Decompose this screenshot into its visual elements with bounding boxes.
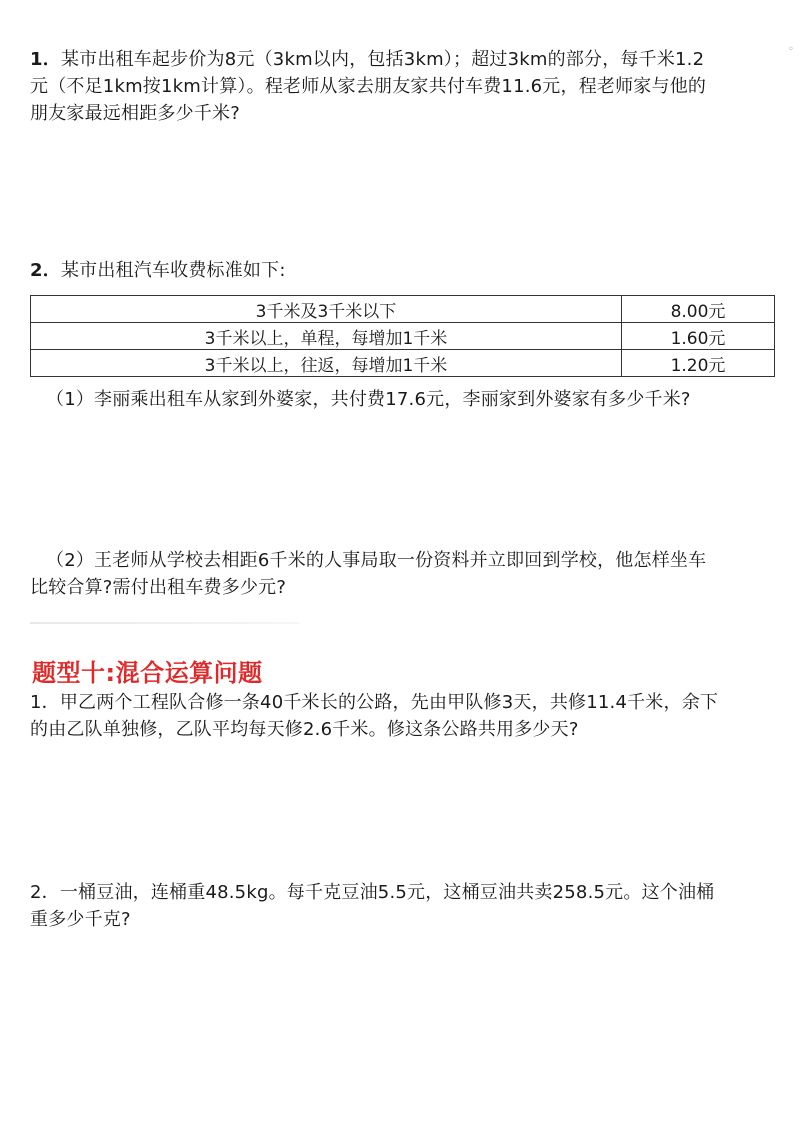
question-2-part-1-text: （1）李丽乘出租车从家到外婆家，共付费17.6元，李丽家到外婆家有多少千米? (46, 389, 691, 410)
question-3-line-2: 的由乙队单独修，乙队平均每天修2.6千米。修这条公路共用多少天? (30, 719, 579, 740)
question-4-text-1: 一桶豆油，连桶重48.5kg。每千克豆油5.5元，这桶豆油共卖258.5元。这个油桶 (59, 882, 715, 903)
question-3 (30, 689, 750, 743)
question-1-line-3: 朋友家最远相距多少千米? (30, 103, 240, 124)
table-row (31, 323, 775, 350)
fare-price-cell: 1.20元 (622, 350, 775, 377)
question-2 (30, 257, 750, 284)
question-1-line-2: 元（不足1km按1km计算）。程老师从家去朋友家共付车费11.6元，程老师家与他的 (30, 76, 707, 97)
fare-price-cell: 1.60元 (622, 323, 775, 350)
fare-desc-cell: 3千米以上，往返，每增加1千米 (31, 350, 622, 377)
question-3-number: 1． (30, 692, 60, 713)
question-3-text-1: 甲乙两个工程队合修一条40千米长的公路，先由甲队修3天，共修11.4千米，余下 (59, 692, 719, 713)
faint-divider (30, 622, 300, 624)
question-2-number: 2． (30, 260, 61, 281)
fare-desc-cell: 3千米及3千米以下 (31, 296, 622, 323)
fare-price-cell: 8.00元 (622, 296, 775, 323)
question-1-number: 1． (30, 49, 61, 70)
fare-desc-cell: 3千米以上，单程，每增加1千米 (31, 323, 622, 350)
question-1-line-1 (30, 46, 750, 73)
question-2-intro-text: 某市出租汽车收费标准如下: (60, 260, 286, 281)
question-1-text-1: 某市出租车起步价为8元（3km以内，包括3km）；超过3km的部分，每千米1.2 (60, 49, 705, 70)
question-3-line-1 (30, 689, 750, 716)
question-4-line-2: 重多少千克? (30, 909, 131, 930)
question-2-part-2-line-2: 比较合算?需付出租车费多少元? (30, 577, 287, 598)
question-2-part-2-line-1: （2）王老师从学校去相距6千米的人事局取一份资料并立即回到学校，他怎样坐车 (46, 550, 707, 571)
table-row (31, 296, 775, 323)
table-row (31, 350, 775, 377)
margin-mark: ◦ (788, 44, 794, 55)
question-4 (30, 879, 750, 933)
question-2-part-2 (30, 547, 750, 601)
question-4-number: 2． (30, 882, 60, 903)
section-title: 题型十:混合运算问题 (32, 659, 263, 687)
question-1 (30, 46, 750, 127)
fare-table (30, 295, 775, 377)
question-2-part-1 (46, 386, 766, 413)
question-4-line-1 (30, 879, 750, 906)
question-2-intro (30, 257, 750, 284)
